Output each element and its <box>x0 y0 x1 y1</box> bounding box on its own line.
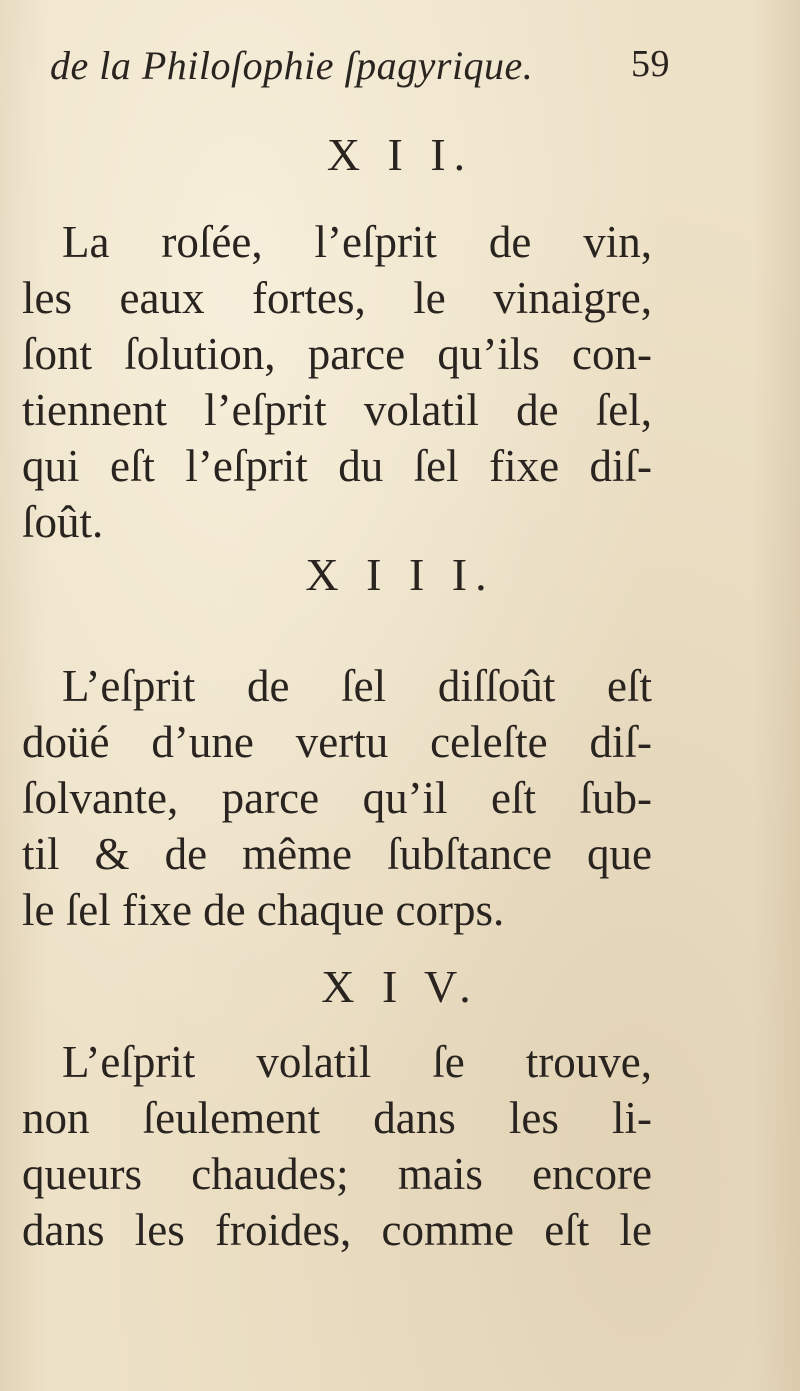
text-line: les eaux fortes, le vinaigre, <box>22 273 652 323</box>
text-line: qui eſt l’eſprit du ſel fixe diſ- <box>22 441 652 491</box>
page-number: 59 <box>631 43 670 85</box>
text-line: ſont ſolution, parce qu’ils con- <box>22 329 652 379</box>
text-line: tiennent l’eſprit volatil de ſel, <box>22 385 652 435</box>
text-line: til & de même ſubſtance que <box>22 829 652 879</box>
text-line: le ſel fixe de chaque corps. <box>22 885 505 935</box>
text-line: ſoût. <box>22 497 104 547</box>
section-heading-xii: X I I. <box>326 129 474 180</box>
text-line: ſolvante, parce qu’il eſt ſub- <box>22 773 652 823</box>
text-line: non ſeulement dans les li- <box>22 1093 652 1143</box>
paragraph-xii <box>22 214 652 550</box>
text-line: dans les froides, comme eſt le <box>22 1205 652 1255</box>
running-title: de la Philoſophie ſpagyrique. <box>50 43 534 88</box>
text-line: queurs chaudes; mais encore <box>22 1149 652 1199</box>
text-line: doüé d’une vertu celeſte diſ- <box>22 717 652 767</box>
paragraph-xiii <box>22 658 652 938</box>
text-line: L’eſprit volatil ſe trouve, <box>62 1037 652 1087</box>
section-heading-xiv: X I V. <box>321 961 479 1012</box>
section-heading-xiii: X I I I. <box>305 549 495 600</box>
running-header <box>50 42 670 102</box>
text-line: L’eſprit de ſel diſſoût eſt <box>62 661 652 711</box>
paragraph-xiv <box>22 1034 652 1258</box>
text-line: La roſée, l’eſprit de vin, <box>62 217 652 267</box>
